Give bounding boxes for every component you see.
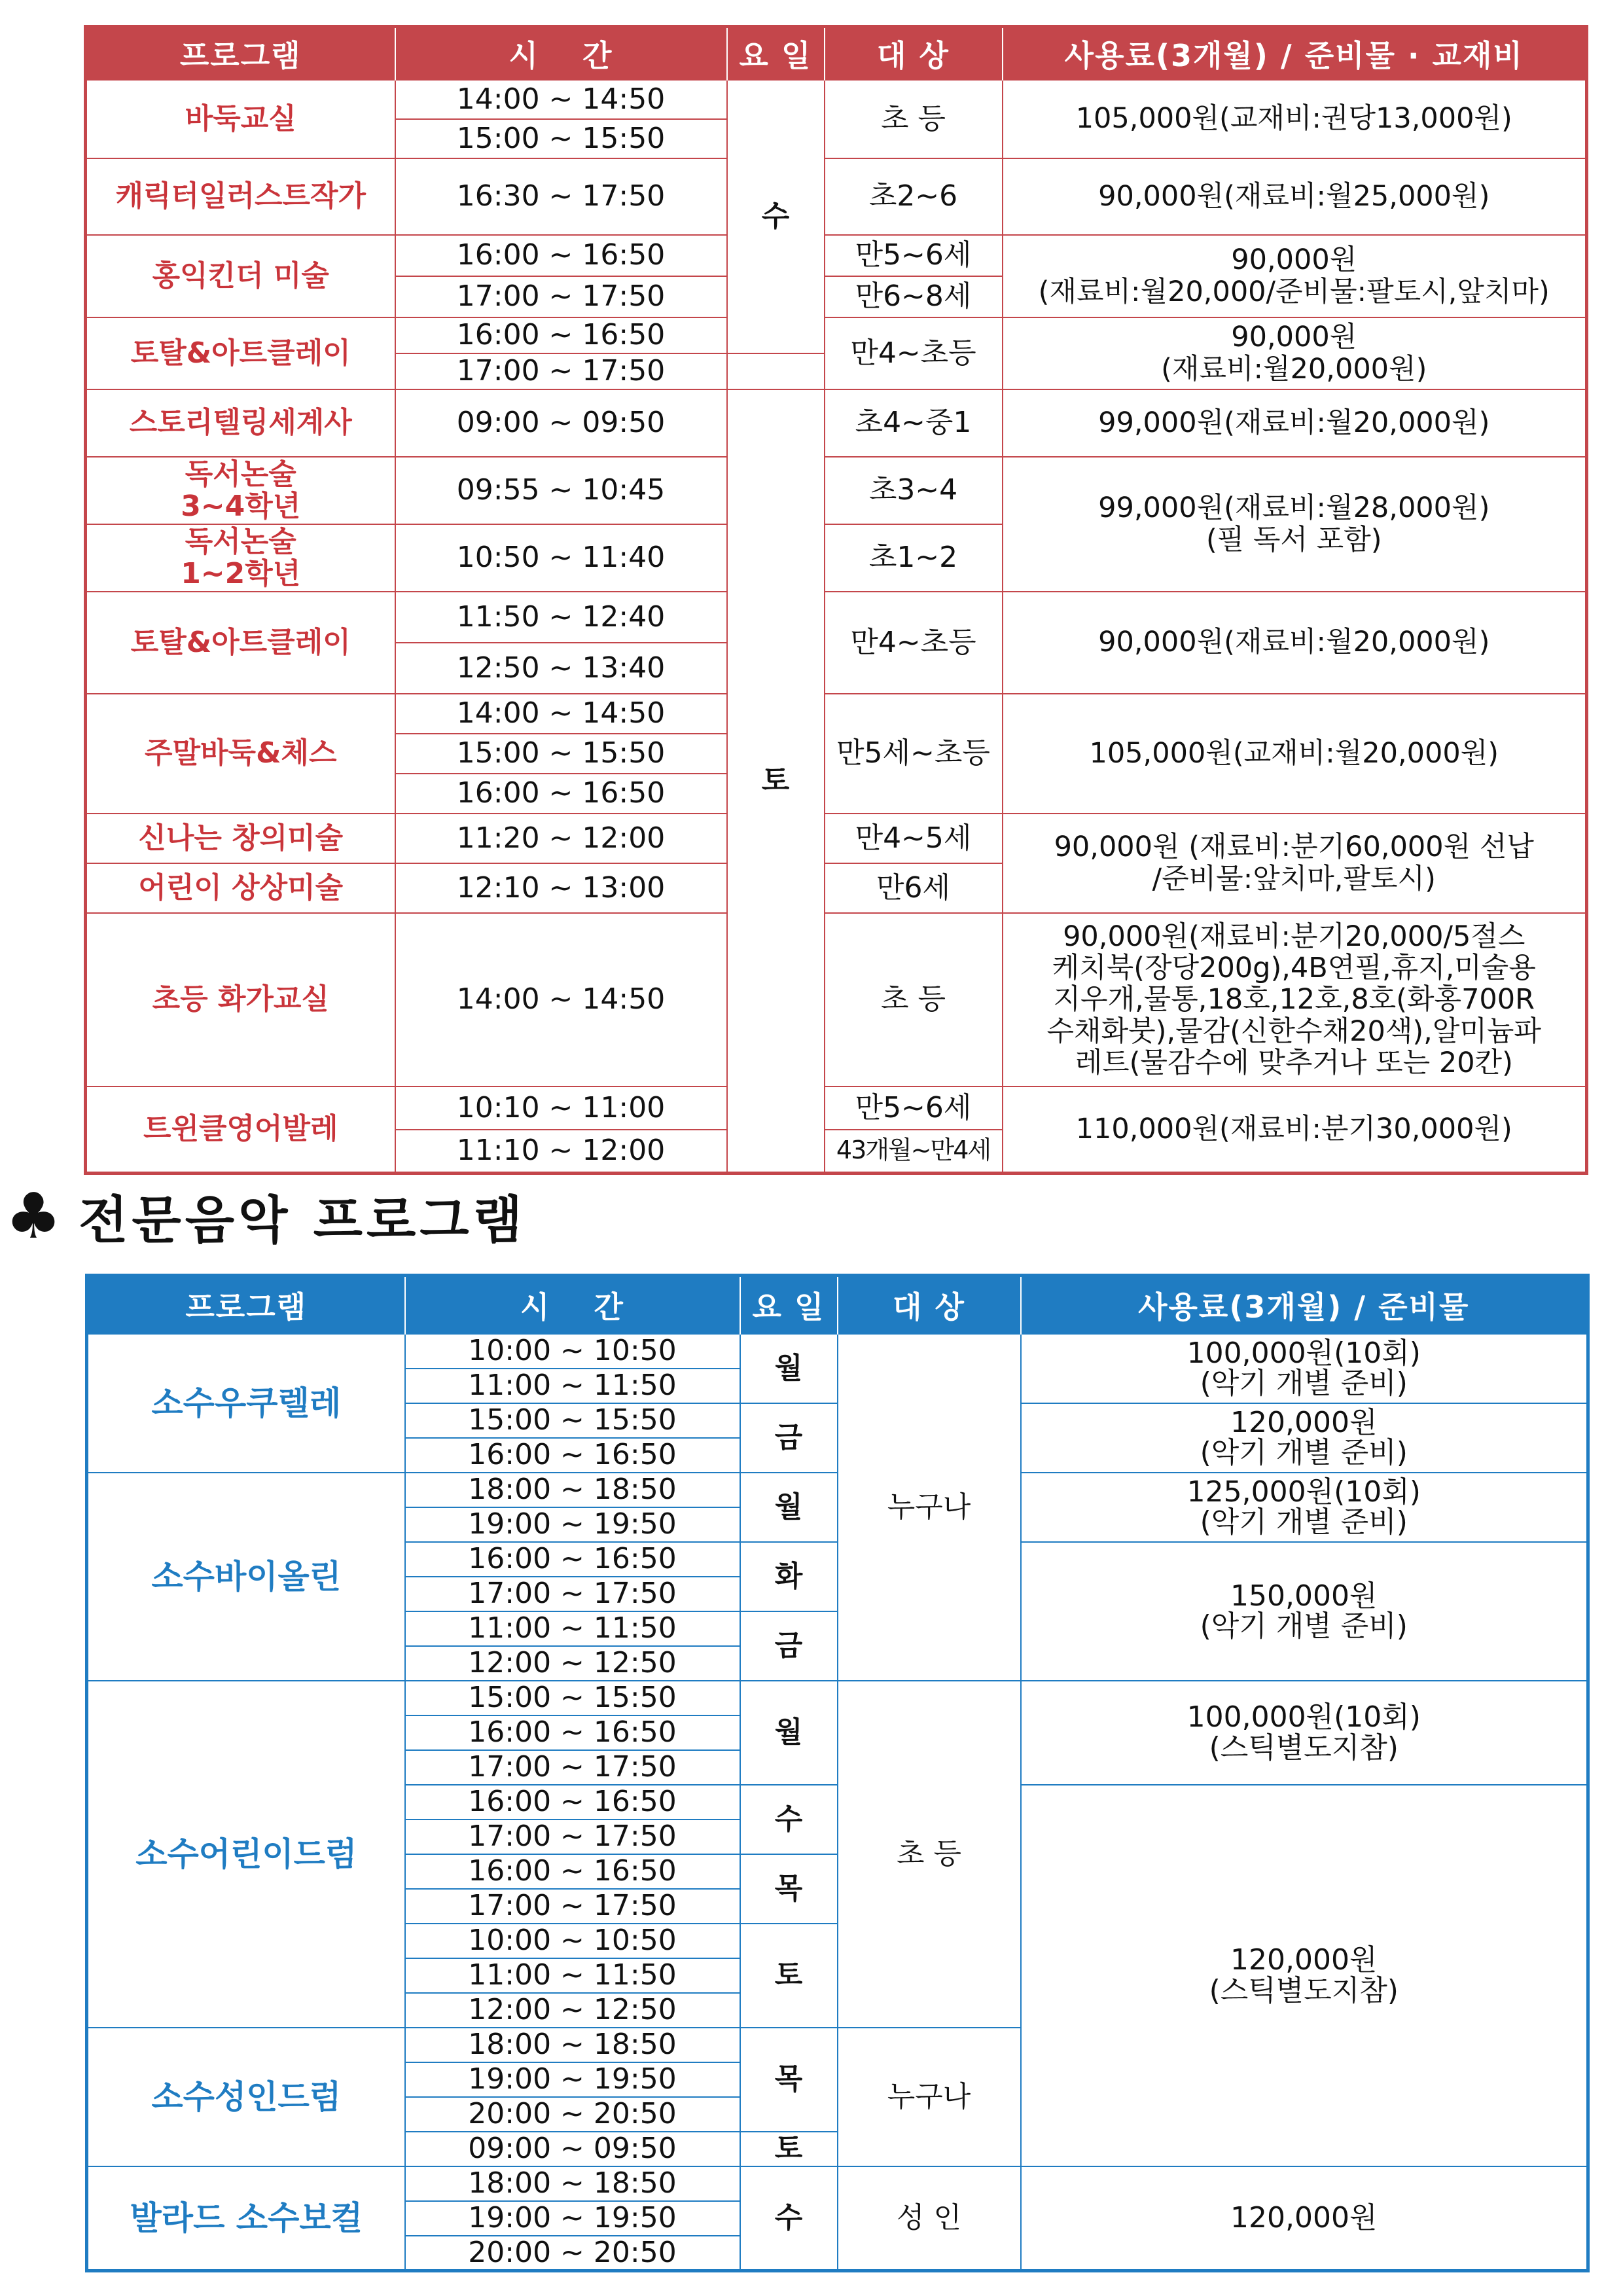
fee-line: 125,000원(10회) — [1186, 1475, 1421, 1509]
fee-line: (필 독서 포함) — [1205, 524, 1382, 556]
fee-line: (스틱별도지참) — [1209, 1973, 1399, 2007]
fee-cell: 90,000원(재료비:월25,000원) — [1003, 158, 1587, 235]
time-slot: 16:00 ~ 16:50 — [395, 235, 727, 276]
target-cell: 초3~4 — [825, 457, 1003, 524]
fee-line: 수채화붓),물감(신한수채20색),알미늄파 — [1046, 1014, 1541, 1048]
time-slot: 16:00 ~ 16:50 — [405, 1785, 740, 1820]
fee-cell: 110,000원(재료비:분기30,000원) — [1003, 1086, 1587, 1173]
header-fee: 사용료(3개월) / 준비물 — [1021, 1276, 1588, 1335]
table-header-row — [87, 1276, 1588, 1335]
time-slot: 18:00 ~ 18:50 — [405, 2028, 740, 2062]
time-slot: 17:00 ~ 17:50 — [405, 1750, 740, 1785]
time-slot: 17:00 ~ 17:50 — [405, 1889, 740, 1924]
time-slot: 11:00 ~ 11:50 — [405, 1611, 740, 1646]
time-slot: 16:00 ~ 16:50 — [405, 1542, 740, 1577]
program-name: 스토리텔링세계사 — [86, 389, 395, 457]
time-slot: 16:00 ~ 16:50 — [405, 1715, 740, 1750]
time-slot: 19:00 ~ 19:50 — [405, 2201, 740, 2236]
day-cell: 목 — [740, 1854, 838, 1924]
fee-line: /준비물:앞치마,팔토시) — [1152, 863, 1436, 895]
program-name: 발라드 소수보컬 — [87, 2166, 405, 2270]
fee-line: 90,000원 — [1231, 320, 1357, 353]
fee-line: 90,000원 — [1231, 243, 1357, 276]
fee-cell — [1003, 317, 1587, 389]
target-cell: 초2~6 — [825, 158, 1003, 235]
program-name: 토탈&아트클레이 — [86, 317, 395, 389]
fee-line: 100,000원(10회) — [1186, 1700, 1421, 1734]
fee-line: 150,000원 — [1230, 1579, 1378, 1613]
club-suit-icon: ♣ — [5, 1179, 62, 1253]
fee-line: 레트(물감수에 맞추거나 또는 20칸) — [1075, 1046, 1513, 1079]
target-cell: 누구나 — [838, 2028, 1021, 2166]
time-slot: 10:10 ~ 11:00 — [395, 1086, 727, 1130]
day-cell: 목 — [740, 2028, 838, 2132]
program-name: 소수성인드럼 — [87, 2028, 405, 2166]
target-cell: 만5~6세 — [825, 1086, 1003, 1130]
target-cell: 초 등 — [838, 1681, 1021, 2028]
fee-line: 지우개,물통,18호,12호,8호(화홍700R — [1053, 983, 1535, 1016]
day-cell: 수 — [740, 1785, 838, 1854]
fee-cell — [1003, 457, 1587, 592]
header-day: 요 일 — [727, 27, 825, 81]
fee-line: 90,000원(재료비:분기20,000/5절스 — [1063, 920, 1525, 954]
time-slot: 20:00 ~ 20:50 — [405, 2097, 740, 2132]
time-slot: 14:00 ~ 14:50 — [395, 913, 727, 1086]
target-cell: 43개월~만4세 — [825, 1130, 1003, 1173]
fee-cell — [1003, 235, 1587, 317]
fee-line: 120,000원 — [1230, 1943, 1378, 1977]
art-program-table — [84, 25, 1588, 1175]
time-slot: 17:00 ~ 17:50 — [405, 1820, 740, 1854]
day-cell: 토 — [727, 389, 825, 1173]
table-row — [86, 235, 1587, 276]
fee-line: (악기 개별 준비) — [1200, 1609, 1408, 1643]
header-fee: 사용료(3개월) / 준비물 · 교재비 — [1003, 27, 1587, 81]
program-name — [86, 457, 395, 524]
time-slot: 15:00 ~ 15:50 — [405, 1681, 740, 1715]
program-name: 트윈클영어발레 — [86, 1086, 395, 1173]
table-row — [87, 1334, 1588, 1369]
time-slot: 20:00 ~ 20:50 — [405, 2236, 740, 2270]
time-slot: 12:00 ~ 12:50 — [405, 1646, 740, 1681]
target-cell: 초4~중1 — [825, 389, 1003, 457]
program-name-line: 독서논술 — [185, 457, 296, 492]
day-cell: 월 — [740, 1473, 838, 1542]
table-row — [86, 913, 1587, 1086]
target-cell: 성 인 — [838, 2166, 1021, 2270]
time-slot: 15:00 ~ 15:50 — [395, 734, 727, 774]
target-cell: 만6~8세 — [825, 276, 1003, 317]
table-header-row — [86, 27, 1587, 81]
time-slot: 12:00 ~ 12:50 — [405, 1993, 740, 2028]
day-cell: 수 — [740, 2166, 838, 2270]
table-row — [86, 317, 1587, 353]
program-name: 소수우쿠렐레 — [87, 1334, 405, 1473]
program-name-line: 독서논술 — [185, 525, 296, 559]
program-name — [86, 524, 395, 592]
header-time: 시 간 — [395, 27, 727, 81]
fee-line: 99,000원(재료비:월28,000원) — [1098, 491, 1490, 524]
fee-cell — [1003, 814, 1587, 913]
time-slot: 16:00 ~ 16:50 — [395, 774, 727, 814]
fee-cell — [1021, 1542, 1588, 1681]
time-slot: 11:20 ~ 12:00 — [395, 814, 727, 863]
time-slot: 11:50 ~ 12:40 — [395, 592, 727, 643]
table-row — [86, 694, 1587, 734]
time-slot: 16:00 ~ 16:50 — [395, 317, 727, 353]
day-cell: 금 — [740, 1611, 838, 1681]
time-slot: 09:55 ~ 10:45 — [395, 457, 727, 524]
table-row — [86, 457, 1587, 524]
target-cell: 만5~6세 — [825, 235, 1003, 276]
header-program: 프로그램 — [87, 1276, 405, 1335]
time-slot: 09:00 ~ 09:50 — [405, 2132, 740, 2166]
fee-line: (악기 개별 준비) — [1200, 1505, 1408, 1539]
time-slot: 17:00 ~ 17:50 — [395, 276, 727, 317]
target-cell: 초 등 — [825, 913, 1003, 1086]
time-slot: 11:00 ~ 11:50 — [405, 1958, 740, 1993]
target-cell: 만4~초등 — [825, 592, 1003, 694]
time-slot: 14:00 ~ 14:50 — [395, 694, 727, 734]
program-name: 초등 화가교실 — [86, 913, 395, 1086]
header-program: 프로그램 — [86, 27, 395, 81]
day-cell: 수 — [727, 80, 825, 353]
fee-line: (스틱별도지참) — [1209, 1731, 1399, 1765]
time-slot: 12:50 ~ 13:40 — [395, 643, 727, 694]
program-name: 소수바이올린 — [87, 1473, 405, 1681]
program-name-line: 3~4학년 — [181, 489, 301, 523]
fee-cell — [1021, 1785, 1588, 2166]
time-slot: 16:00 ~ 16:50 — [405, 1854, 740, 1889]
table-row — [86, 80, 1587, 119]
time-slot: 18:00 ~ 18:50 — [405, 2166, 740, 2201]
table-row — [86, 1086, 1587, 1130]
day-cell: 월 — [740, 1334, 838, 1403]
target-cell: 초1~2 — [825, 524, 1003, 592]
fee-line: 케치북(장당200g),4B연필,휴지,미술용 — [1052, 952, 1536, 985]
fee-line: 90,000원 (재료비:분기60,000원 선납 — [1054, 830, 1534, 863]
day-cell: 토 — [740, 1924, 838, 2028]
fee-line: (재료비:월20,000원) — [1161, 353, 1427, 386]
time-slot: 15:00 ~ 15:50 — [405, 1403, 740, 1438]
target-cell: 만5세~초등 — [825, 694, 1003, 814]
time-slot: 16:30 ~ 17:50 — [395, 158, 727, 235]
fee-line: 120,000원 — [1230, 1405, 1378, 1439]
program-name: 바둑교실 — [86, 80, 395, 158]
fee-cell: 105,000원(교재비:월20,000원) — [1003, 694, 1587, 814]
fee-line: 100,000원(10회) — [1186, 1336, 1421, 1370]
time-slot: 10:00 ~ 10:50 — [405, 1334, 740, 1369]
table-row — [87, 1681, 1588, 1715]
fee-cell — [1003, 913, 1587, 1086]
time-slot: 10:00 ~ 10:50 — [405, 1924, 740, 1958]
table-row — [86, 389, 1587, 457]
time-slot: 11:00 ~ 11:50 — [405, 1369, 740, 1403]
fee-cell — [1021, 1681, 1588, 1785]
target-cell: 만4~5세 — [825, 814, 1003, 863]
time-slot: 09:00 ~ 09:50 — [395, 389, 727, 457]
day-cell: 토 — [740, 2132, 838, 2166]
program-name: 신나는 창의미술 — [86, 814, 395, 863]
header-target: 대 상 — [838, 1276, 1021, 1335]
fee-cell — [1021, 1473, 1588, 1542]
time-slot: 14:00 ~ 14:50 — [395, 80, 727, 119]
target-cell: 초 등 — [825, 80, 1003, 158]
time-slot: 10:50 ~ 11:40 — [395, 524, 727, 592]
time-slot: 19:00 ~ 19:50 — [405, 2062, 740, 2097]
program-name: 주말바둑&체스 — [86, 694, 395, 814]
fee-cell: 99,000원(재료비:월20,000원) — [1003, 389, 1587, 457]
program-name: 소수어린이드럼 — [87, 1681, 405, 2028]
time-slot: 17:00 ~ 17:50 — [405, 1577, 740, 1611]
fee-cell: 105,000원(교재비:권당13,000원) — [1003, 80, 1587, 158]
program-name: 토탈&아트클레이 — [86, 592, 395, 694]
table-row — [86, 592, 1587, 643]
fee-line: (악기 개별 준비) — [1200, 1436, 1408, 1469]
section-heading — [5, 1179, 527, 1253]
program-name: 캐릭터일러스트작가 — [86, 158, 395, 235]
time-slot: 12:10 ~ 13:00 — [395, 863, 727, 913]
fee-cell — [1021, 1403, 1588, 1473]
fee-cell: 120,000원 — [1021, 2166, 1588, 2270]
target-cell: 만6세 — [825, 863, 1003, 913]
day-cell: 금 — [740, 1403, 838, 1473]
section-title: 전문음악 프로그램 — [79, 1191, 527, 1250]
table-row — [87, 2166, 1588, 2201]
time-slot: 16:00 ~ 16:50 — [405, 1438, 740, 1473]
day-cell: 화 — [740, 1542, 838, 1611]
table-row — [86, 158, 1587, 235]
fee-cell: 90,000원(재료비:월20,000원) — [1003, 592, 1587, 694]
time-slot: 11:10 ~ 12:00 — [395, 1130, 727, 1173]
program-name-line: 1~2학년 — [181, 556, 301, 590]
program-name: 어린이 상상미술 — [86, 863, 395, 913]
time-slot: 17:00 ~ 17:50 — [395, 353, 727, 389]
time-slot: 19:00 ~ 19:50 — [405, 1507, 740, 1542]
program-name: 홍익킨더 미술 — [86, 235, 395, 317]
fee-cell — [1021, 1334, 1588, 1403]
table-row — [86, 814, 1587, 863]
header-target: 대 상 — [825, 27, 1003, 81]
music-program-table — [85, 1274, 1590, 2272]
header-time: 시 간 — [405, 1276, 740, 1335]
time-slot: 18:00 ~ 18:50 — [405, 1473, 740, 1507]
target-cell: 누구나 — [838, 1334, 1021, 1681]
target-cell: 만4~초등 — [825, 317, 1003, 389]
time-slot: 15:00 ~ 15:50 — [395, 119, 727, 158]
header-day: 요 일 — [740, 1276, 838, 1335]
fee-line: (악기 개별 준비) — [1200, 1367, 1408, 1400]
day-cell: 월 — [740, 1681, 838, 1785]
fee-line: (재료비:월20,000/준비물:팔토시,앞치마) — [1038, 276, 1550, 308]
